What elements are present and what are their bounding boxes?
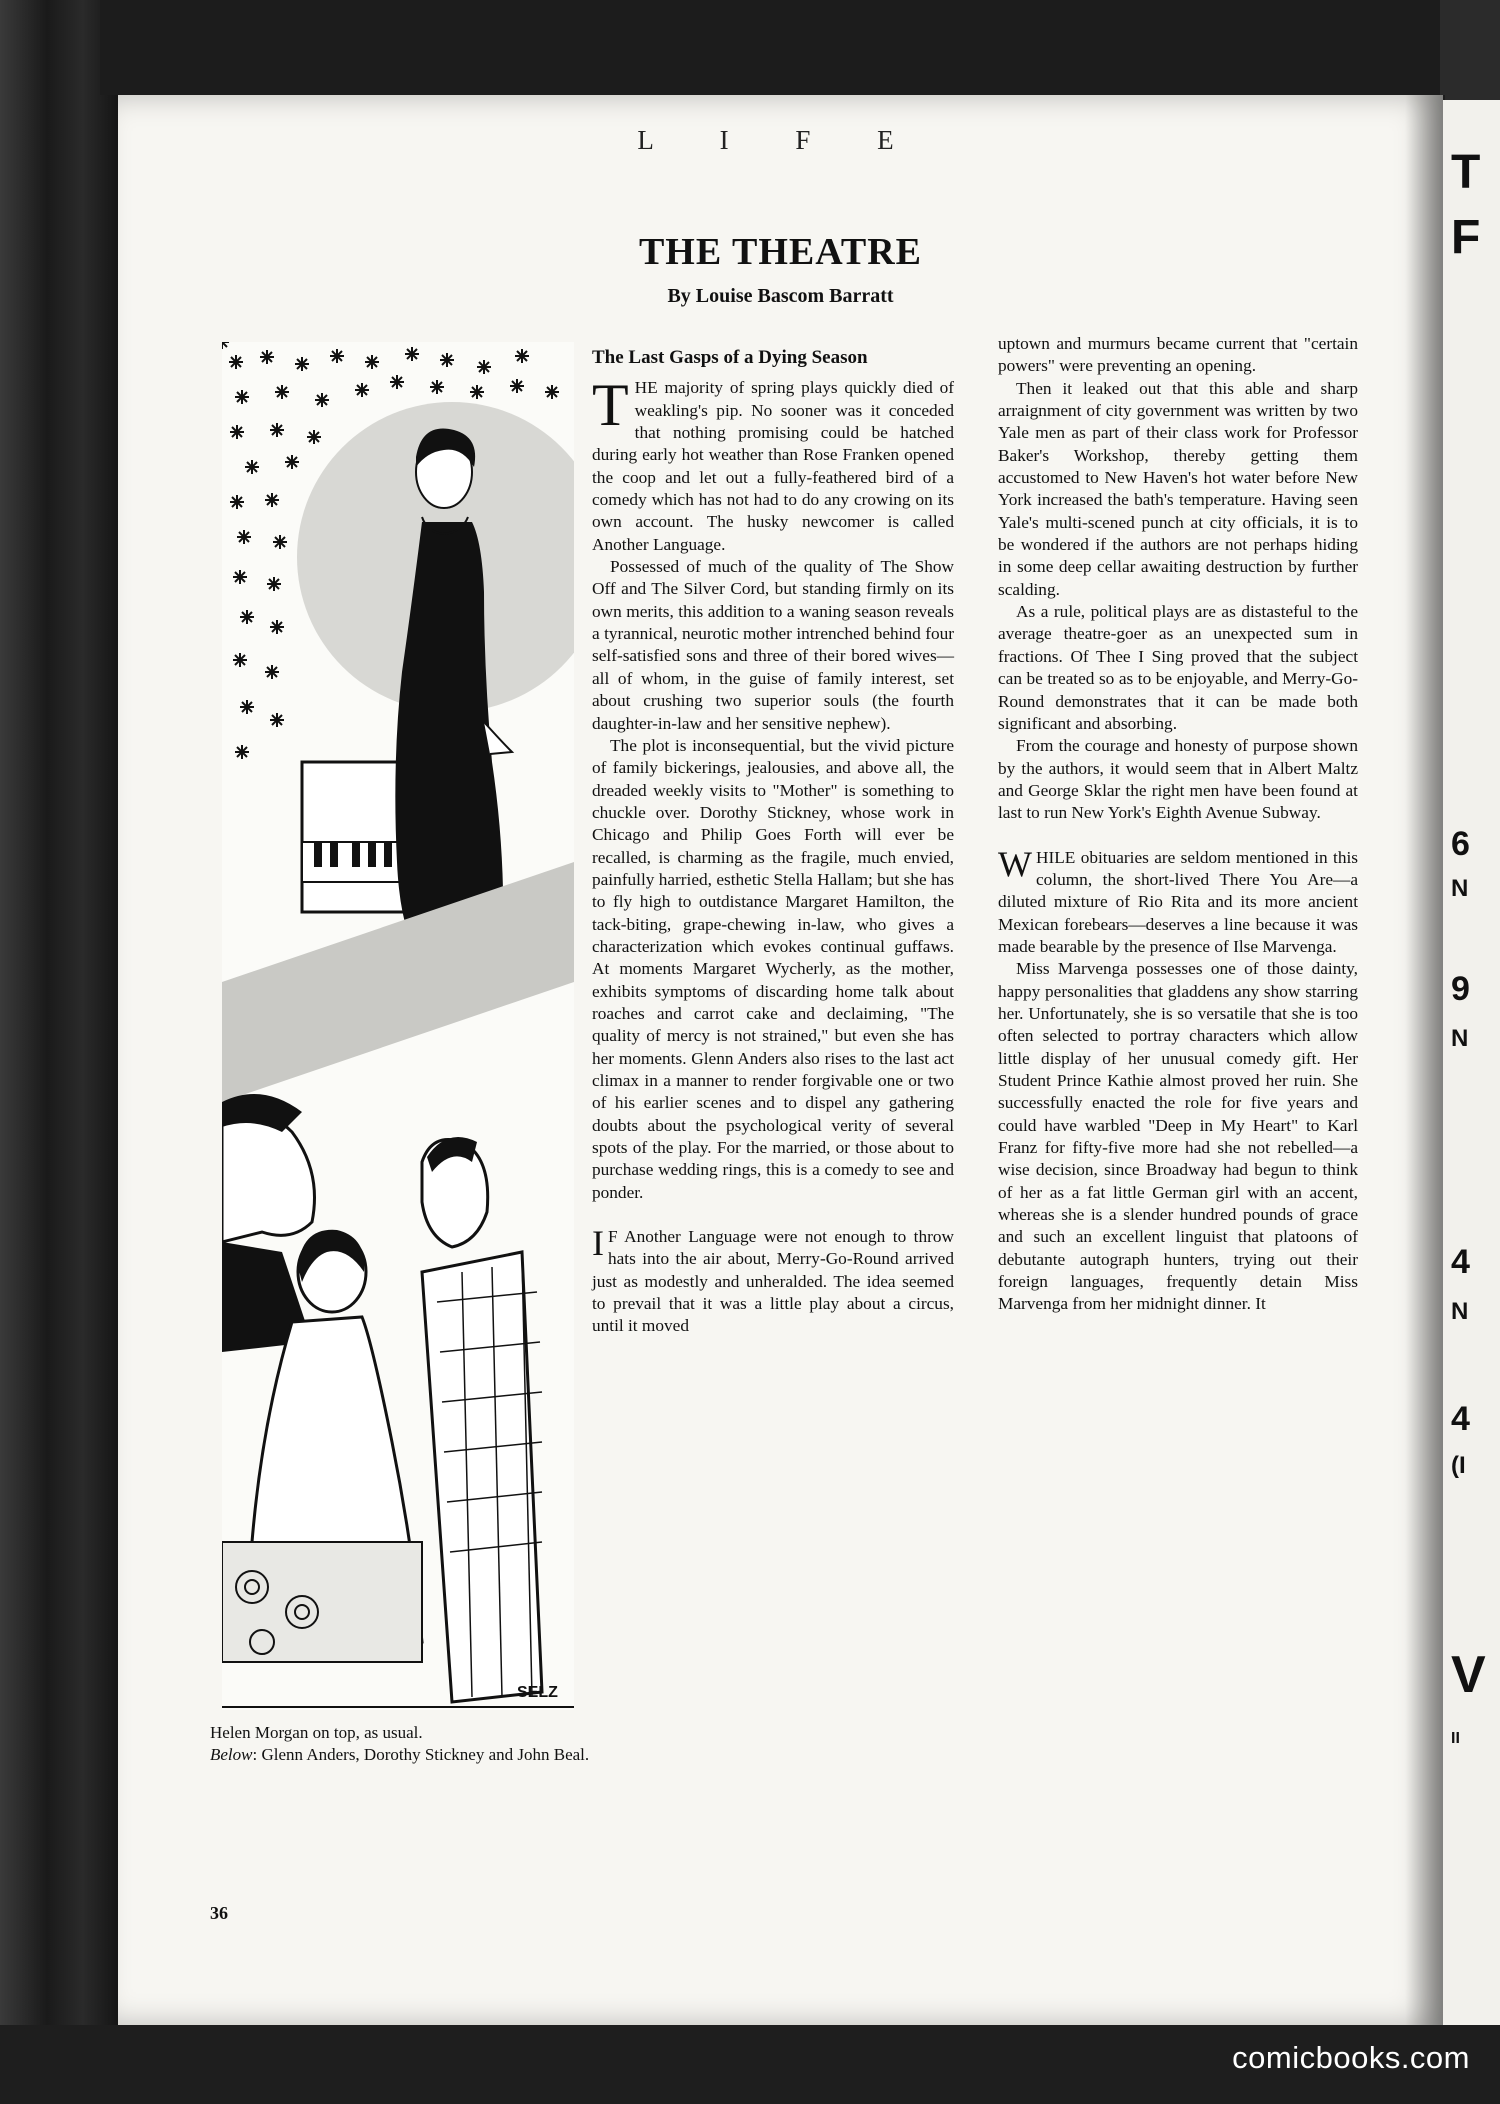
drop-cap: W — [998, 843, 1032, 884]
drop-cap: I — [592, 1223, 604, 1264]
illustration-caption — [210, 1722, 590, 1766]
article-column-1 — [592, 347, 954, 1338]
next-page-fragment: F — [1451, 211, 1481, 264]
stars-decoration — [222, 342, 229, 349]
paragraph: THE majority of spring plays quickly died of weakling's pip. No sooner was it conceded that nothing promising could be hatched during early hot weather than Rose Franken opened the coop and let out a fully-feathered bird of a comedy which has not had to do any crowing on its own account. The husky newcomer is called Another Language. — [592, 372, 954, 554]
next-page-fragment: 4 — [1451, 1400, 1470, 1438]
page-gutter-shadow — [1405, 95, 1445, 2025]
paragraph: WHILE obituaries are seldom mentioned in this column, the short-lived There You Are—a diluted mixture of Rio Rita and its more ancient Mexican forebears—deserves a line because it was made bearable by the presence of Ilse Marvenga. — [998, 843, 1358, 956]
caption-line1: Helen Morgan on top, as usual. — [210, 1723, 423, 1742]
section-heading: The Last Gasps of a Dying Season — [592, 347, 868, 368]
sofa-pattern — [222, 1542, 422, 1662]
next-page-fragment: N — [1451, 1025, 1469, 1052]
adjacent-page-edge — [1443, 100, 1500, 2035]
next-page-fragment: N — [1451, 1298, 1469, 1325]
next-page-fragment: N — [1451, 875, 1469, 902]
caption-line2: : Glenn Anders, Dorothy Stickney and John Beal. — [252, 1745, 590, 1764]
next-page-fragment: T — [1451, 146, 1481, 199]
scan-top-border — [100, 0, 1440, 95]
caricature-drawing — [222, 342, 574, 1710]
book-spine — [0, 0, 118, 2104]
article-column-2 — [998, 333, 1358, 1316]
next-page-fragment: 9 — [1451, 970, 1470, 1008]
next-page-fragment: (I — [1451, 1452, 1466, 1479]
magazine-page — [118, 95, 1443, 2025]
scan-bottom-border — [0, 2025, 1500, 2104]
page-number: 36 — [210, 1903, 228, 1923]
drop-cap: T — [592, 372, 629, 439]
artist-signature: SELZ — [517, 1684, 558, 1701]
next-page-fragment: 4 — [1451, 1243, 1470, 1281]
article-title: THE THEATRE — [638, 231, 923, 273]
site-watermark: comicbooks.com — [1232, 2040, 1470, 2075]
paragraph: The plot is inconsequential, but the vivid picture of family bickerings, jealousies, and above all, the dreaded weekly visits to "Mother" is something to chuckle over. Dorothy Stickney, whose work in Chicago and Philip Goes Forth will ever be recalled, is charming as the fragile, much envied, painfully harried, esthetic Stella Hallam; but she has to fly high to outdistance Margaret Hamilton, the tack-biting, grape-chewing in-law, who gives a characterization which evokes continual guffaws. At moments Margaret Wycherly, as the mother, exhibits symptoms of discarding home talk about roaches and carrot cake and declaiming, "The quality of mercy is not strained," but even she has her moments. Glenn Anders also rises to the last act climax in a manner to render forgivable one or two of his earlier scenes and to dispel any gathering doubts about the psychological verity of several spots of the play. For the married, or those about to purchase wedding rings, this is a comedy to see and ponder. — [592, 735, 954, 1202]
john-beal-figure — [422, 1137, 542, 1702]
paragraph: As a rule, political plays are as distasteful to the average theatre-goer as an unexpected sum in fractions. Of Thee I Sing proved that the subject can be treated so as to be enjoyable, and Merry-Go-Round demonstrates that it can be made both significant and absorbing. — [998, 602, 1358, 733]
caption-below-label: Below — [210, 1745, 253, 1764]
paragraph: Possessed of much of the quality of The Show Off and The Silver Cord, but standing firmly on its own merits, this addition to a waning season reveals a tyrannical, neurotic mother intrenched behind four self-satisfied sons and three of their bored wives—all of whom, in the guise of family interest, set about crushing two superior souls (the fourth daughter-in-law and her sensitive nephew). — [592, 557, 954, 733]
paragraph: Miss Marvenga possesses one of those dainty, happy personalities that gladdens any show starring her. Unfortunately, she is so versatile that she is too often selected to portray characters which allow little display of her unusual comedy gift. Her Student Prince Kathie almost proved her ruin. She successfully enacted the role for five years and could have warbled "Deep in My Heart" to Karl Franz for fifty-five more had she not rebelled—a wise decision, since Broadway had begun to think of her as a fat little German girl with an accent, whereas she is a slender hundred pounds of grace and such an excellent linguist that platoons of debutante autograph hunters, trying out their foreign languages, frequently detain Miss Marvenga from her midnight dinner. It — [998, 959, 1358, 1314]
paragraph: I F Another Language were not enough to throw hats into the air about, Merry-Go-Round arrived just as modestly and unheralded. The idea seemed to prevail that it was a little play about a circus, until it moved — [592, 1223, 954, 1336]
paragraph: Then it leaked out that this able and sharp arraignment of city government was written by two Yale men as part of their class work for Professor Baker's Workshop, thereby getting them accustomed to New Haven's hot water before New York increased the bath's temperature. Having seen Yale's multi-scened punch at city officials, it is to be wondered if the authors are not perhaps hiding in some deep cellar awaiting destruction by further scalding. — [998, 378, 1358, 599]
paragraph: uptown and murmurs became current that "certain powers" were preventing an opening. — [998, 334, 1358, 376]
paragraph: From the courage and honesty of purpose shown by the authors, it would seem that in Albert Maltz and George Sklar the right men have been found at last to run New York's Eighth Avenue Subway. — [998, 736, 1358, 823]
next-page-fragment: 6 — [1451, 825, 1470, 863]
article-byline: By Louise Bascom Barratt — [667, 285, 894, 307]
glenn-anders-figure — [222, 1094, 315, 1352]
running-head: L I F E — [637, 125, 924, 155]
next-page-fragment: II — [1451, 1730, 1460, 1747]
next-page-fragment: V — [1451, 1646, 1486, 1704]
caricature-illustration — [222, 342, 574, 1710]
